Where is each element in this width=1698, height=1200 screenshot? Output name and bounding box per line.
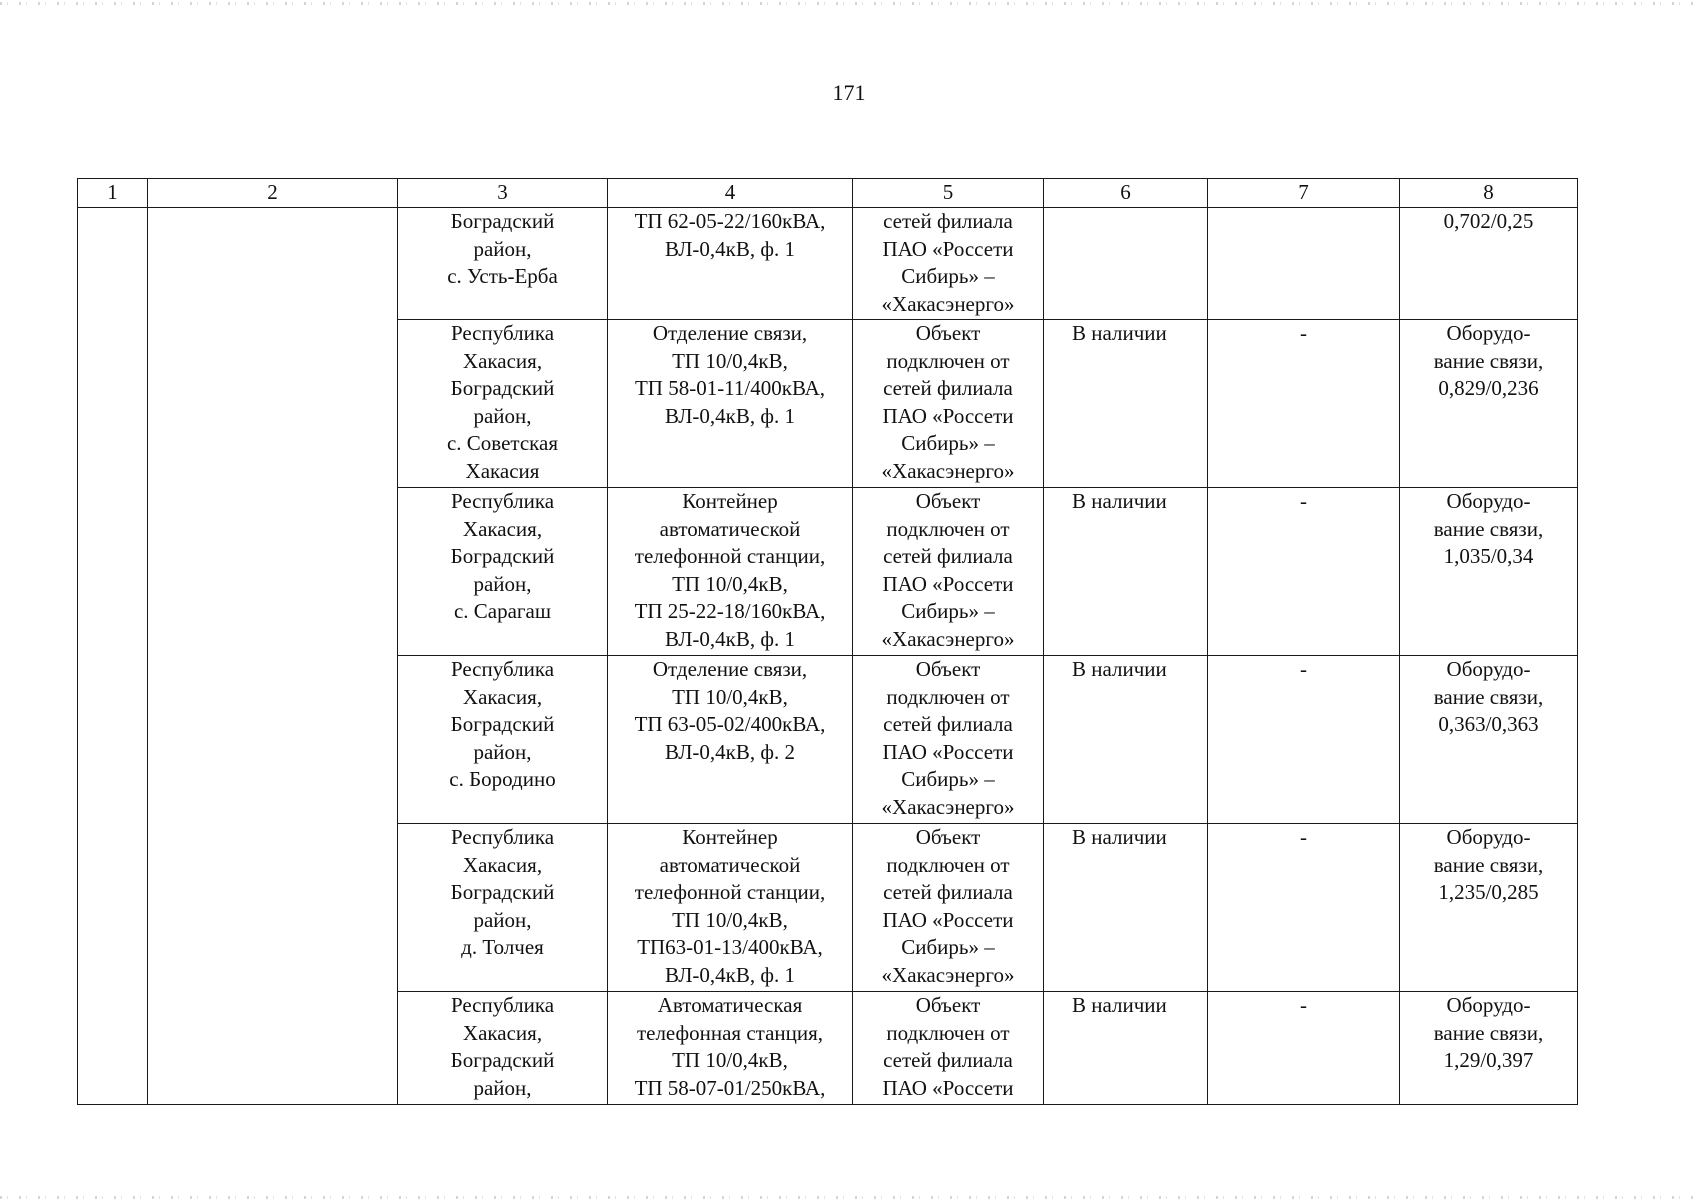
object-cell: Отделение связи, ТП 10/0,4кВ, ТП 63-05-02/400кВА, ВЛ-0,4кВ, ф. 2 bbox=[608, 656, 853, 824]
col7-cell: - bbox=[1208, 656, 1400, 824]
object-cell: Контейнер автоматической телефонной станции, ТП 10/0,4кВ, ТП 25-22-18/160кВА, ВЛ-0,4кВ, ф. 1 bbox=[608, 488, 853, 656]
col7-cell: - bbox=[1208, 488, 1400, 656]
connection-cell: Объект подключен от сетей филиала ПАО «Россети Сибирь» – «Хакасэнерго» bbox=[853, 824, 1044, 992]
col7-cell bbox=[1208, 208, 1400, 320]
header-cell-5: 5 bbox=[853, 179, 1044, 208]
header-cell-8: 8 bbox=[1400, 179, 1578, 208]
location-cell: Республика Хакасия, Боградский район, с. Сарагаш bbox=[398, 488, 608, 656]
connection-cell: Объект подключен от сетей филиала ПАО «Россети bbox=[853, 992, 1044, 1105]
col7-cell: - bbox=[1208, 992, 1400, 1105]
data-table bbox=[77, 178, 1578, 1105]
header-cell-6: 6 bbox=[1044, 179, 1208, 208]
object-cell: Автоматическая телефонная станция, ТП 10/0,4кВ, ТП 58-07-01/250кВА, bbox=[608, 992, 853, 1105]
location-cell: Республика Хакасия, Боградский район, bbox=[398, 992, 608, 1105]
availability-cell: В наличии bbox=[1044, 824, 1208, 992]
header-cell-2: 2 bbox=[148, 179, 398, 208]
availability-cell bbox=[1044, 208, 1208, 320]
page-number: 171 bbox=[832, 80, 866, 105]
header-cell-3: 3 bbox=[398, 179, 608, 208]
col7-cell: - bbox=[1208, 320, 1400, 488]
equipment-cell: Оборудо- вание связи, 0,829/0,236 bbox=[1400, 320, 1578, 488]
header-cell-1: 1 bbox=[78, 179, 148, 208]
table-row bbox=[78, 208, 1578, 320]
connection-cell: сетей филиала ПАО «Россети Сибирь» – «Хакасэнерго» bbox=[853, 208, 1044, 320]
location-cell: Республика Хакасия, Боградский район, с. Советская Хакасия bbox=[398, 320, 608, 488]
merged-cell-col2 bbox=[148, 208, 398, 1105]
availability-cell: В наличии bbox=[1044, 488, 1208, 656]
header-cell-7: 7 bbox=[1208, 179, 1400, 208]
table-body bbox=[78, 179, 1578, 1105]
connection-cell: Объект подключен от сетей филиала ПАО «Россети Сибирь» – «Хакасэнерго» bbox=[853, 656, 1044, 824]
availability-cell: В наличии bbox=[1044, 992, 1208, 1105]
equipment-cell: Оборудо- вание связи, 0,363/0,363 bbox=[1400, 656, 1578, 824]
availability-cell: В наличии bbox=[1044, 320, 1208, 488]
equipment-cell: 0,702/0,25 bbox=[1400, 208, 1578, 320]
equipment-cell: Оборудо- вание связи, 1,235/0,285 bbox=[1400, 824, 1578, 992]
table-header-row bbox=[78, 179, 1578, 208]
scan-edge-top bbox=[0, 2, 1698, 5]
connection-cell: Объект подключен от сетей филиала ПАО «Россети Сибирь» – «Хакасэнерго» bbox=[853, 320, 1044, 488]
header-cell-4: 4 bbox=[608, 179, 853, 208]
object-cell: Контейнер автоматической телефонной станции, ТП 10/0,4кВ, ТП63-01-13/400кВА, ВЛ-0,4кВ, ф. 1 bbox=[608, 824, 853, 992]
object-cell: Отделение связи, ТП 10/0,4кВ, ТП 58-01-11/400кВА, ВЛ-0,4кВ, ф. 1 bbox=[608, 320, 853, 488]
availability-cell: В наличии bbox=[1044, 656, 1208, 824]
equipment-cell: Оборудо- вание связи, 1,035/0,34 bbox=[1400, 488, 1578, 656]
location-cell: Республика Хакасия, Боградский район, с. Бородино bbox=[398, 656, 608, 824]
scan-edge-bottom bbox=[0, 1196, 1698, 1199]
location-cell: Боградский район, с. Усть-Ерба bbox=[398, 208, 608, 320]
col7-cell: - bbox=[1208, 824, 1400, 992]
connection-cell: Объект подключен от сетей филиала ПАО «Россети Сибирь» – «Хакасэнерго» bbox=[853, 488, 1044, 656]
merged-cell-col1 bbox=[78, 208, 148, 1105]
location-cell: Республика Хакасия, Боградский район, д. Толчея bbox=[398, 824, 608, 992]
object-cell: ТП 62-05-22/160кВА, ВЛ-0,4кВ, ф. 1 bbox=[608, 208, 853, 320]
equipment-cell: Оборудо- вание связи, 1,29/0,397 bbox=[1400, 992, 1578, 1105]
